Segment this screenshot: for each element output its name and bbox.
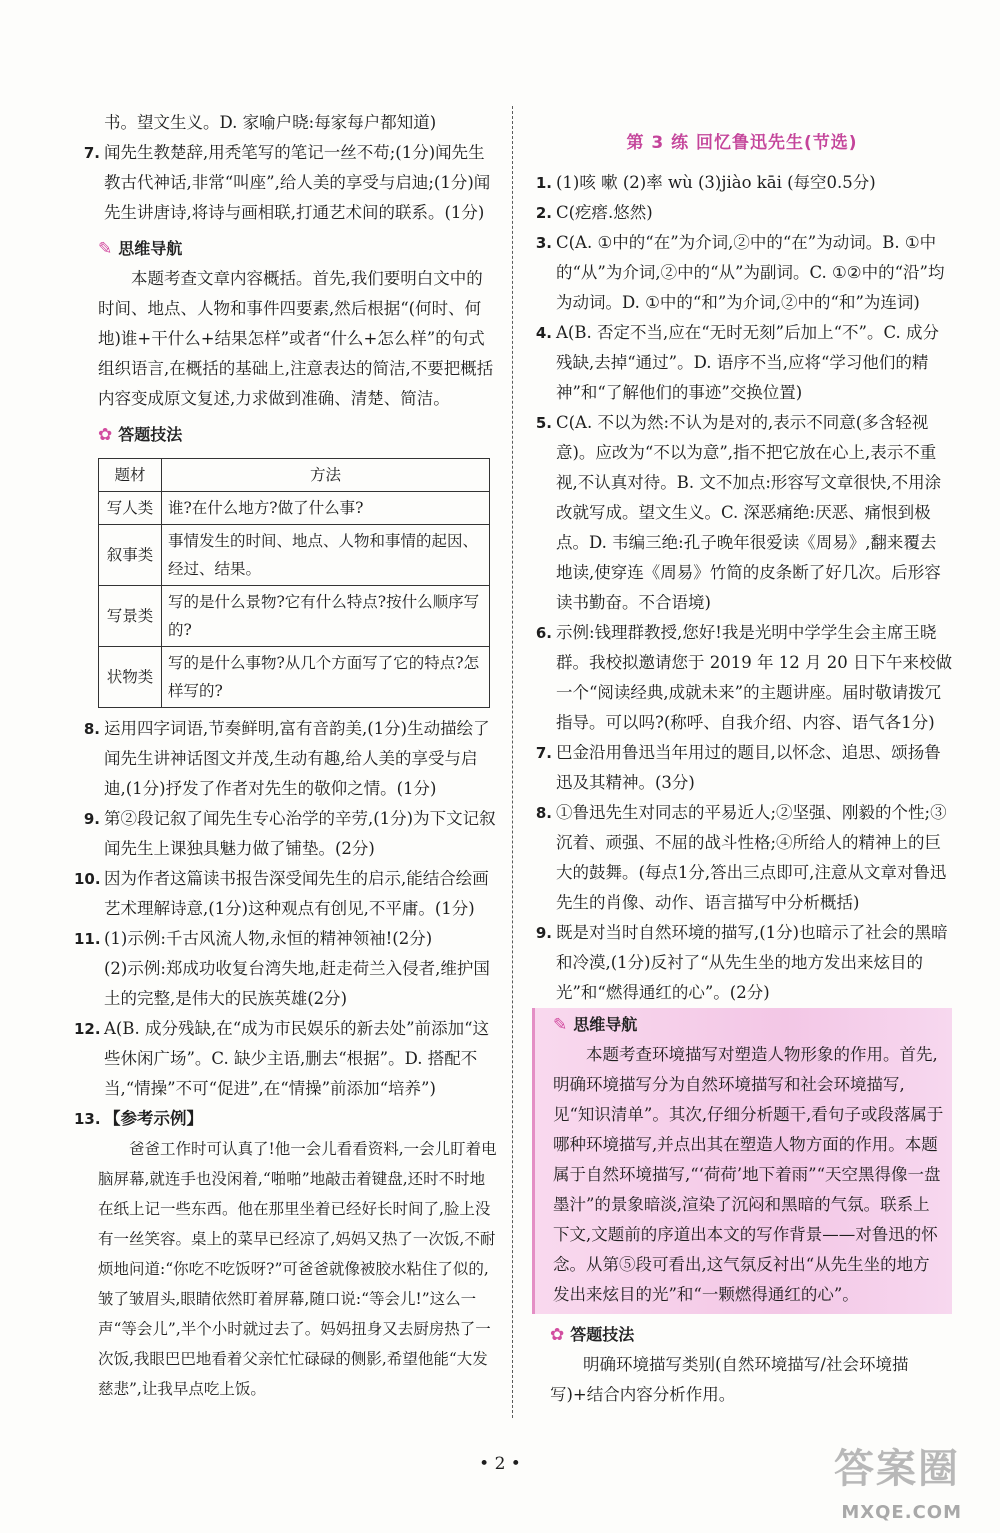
answer-text: A(B. 成分残缺,在“成为市民娱乐的新去处”前添加“这些休闲广场”。C. 缺少主语,删去“根据”。D. 搭配不当,“情操”不可“促进”,在“情操”前添加“培养”) <box>104 1019 490 1098</box>
answer-text: 因为作者这篇读书报告深受闻先生的启示,能结合绘画艺术理解诗意,(1分)这种观点有创见,不平庸。(1分) <box>104 869 489 918</box>
answer-11-part-2: (2)示例:郑成功收复台湾失地,赶走荷兰入侵者,维护国土的完整,是伟大的民族英雄(2分) <box>104 959 490 1008</box>
answer-skill-heading <box>80 420 498 450</box>
answer-8 <box>80 714 498 804</box>
section-title: 答题技法 <box>118 425 183 444</box>
answer-12 <box>74 1014 498 1104</box>
table-row <box>99 586 490 647</box>
answer-13-text: 爸爸工作时可认真了!他一会儿看看资料,一会儿盯着电脑屏幕,就连手也没闲着,“啪啪”地敲击着键盘,还时不时地在纸上记一些东西。他在那里坐着已经好长时间了,脸上没有一丝笑容。桌上的菜早已经凉了,妈妈又热了一次饭,不耐烦地问道:“你吃不吃饭呀?”可爸爸就像被胶水粘住了似的,皱了皱眉头,眼睛依然盯着屏幕,随口说:“等会儿!”这么一声“等会儿”,半个小时就过去了。妈妈扭身又去厨房热了一次饭,我眼巴巴地看着父亲忙忙碌碌的侧影,希望他能“大发慈悲”,让我早点吃上饭。 <box>98 1140 497 1398</box>
table-row <box>99 525 490 586</box>
section-title: 思维导航 <box>573 1015 638 1034</box>
answer-10 <box>74 864 498 924</box>
table-header: 方法 <box>162 459 490 492</box>
answer-number: 8. <box>535 804 552 822</box>
pencil-icon: ✎ <box>553 1015 568 1035</box>
exercise-title: 第 3 练 回忆鲁迅先生(节选) <box>626 133 858 153</box>
thinking-guide-text: 本题考查文章内容概括。首先,我们要明白文中的时间、地点、人物和事件四要素,然后根据“(何时、何地)谁+干什么+结果怎样”或者“什么+怎么样”的句式组织语言,在概括的基础上,注意表达的简洁,不要把概括内容变成原文复述,力求做到准确、清楚、简洁。 <box>98 269 494 408</box>
answer-number: 13. <box>74 1110 101 1128</box>
answer-number: 3. <box>535 234 552 252</box>
answer-number: 1. <box>535 174 552 192</box>
answer-5 <box>532 408 952 618</box>
column-divider <box>512 106 513 1418</box>
right-column <box>532 108 952 1410</box>
pencil-icon: ✎ <box>98 239 113 259</box>
table-header-row <box>99 459 490 492</box>
answer-text: 示例:钱理群教授,您好!我是光明中学学生会主席王晓群。我校拟邀请您于 2019 年 12 月 20 日下午来校做一个“阅读经典,成就未来”的主题讲座。届时敬请拨冗指导。可以吗?(称呼、自我介绍、内容、语气各1分) <box>556 623 952 732</box>
reference-example-label: 【参考示例】 <box>104 1109 203 1128</box>
answer-13 <box>74 1104 498 1134</box>
answer-7 <box>532 738 952 798</box>
answer-skill-heading <box>532 1320 952 1350</box>
table-cell-category: 写景类 <box>99 586 162 647</box>
page-number: • 2 • <box>479 1454 521 1474</box>
answer-number: 8. <box>83 720 100 738</box>
answer-number: 5. <box>535 414 552 432</box>
answer-9 <box>532 918 952 1008</box>
table-header: 题材 <box>99 459 162 492</box>
answer-number: 9. <box>83 810 100 828</box>
left-column <box>74 108 498 1404</box>
answer-number: 7. <box>83 144 100 162</box>
answer-4 <box>532 318 952 408</box>
table-row <box>99 647 490 708</box>
answer-2 <box>532 198 952 228</box>
site-watermark <box>818 1437 978 1525</box>
answer-text: (1)咳 嗽 (2)率 wù (3)jiào kāi (每空0.5分) <box>556 173 876 192</box>
table-cell-method: 事情发生的时间、地点、人物和事情的起因、经过、结果。 <box>162 525 490 586</box>
answer-7 <box>80 138 498 228</box>
answer-text: 巴金沿用鲁迅当年用过的题目,以怀念、追思、颂扬鲁迅及其精神。(3分) <box>556 743 941 792</box>
answer-9 <box>80 804 498 864</box>
continued-text: 书。望文生义。D. 家喻户晓:每家每户都知道) <box>104 113 437 132</box>
table-cell-method: 写的是什么事物?从几个方面写了它的特点?怎样写的? <box>162 647 490 708</box>
answer-skill-text: 明确环境描写类别(自然环境描写/社会环境描写)+结合内容分析作用。 <box>550 1355 909 1404</box>
answer-text: 既是对当时自然环境的描写,(1分)也暗示了社会的黑暗和冷漠,(1分)反衬了“从先生坐的地方发出来炫目的光”和“燃得通红的心”。(2分) <box>556 923 948 1002</box>
section-title: 思维导航 <box>118 239 183 258</box>
answer-text: 闻先生教楚辞,用秃笔写的笔记一丝不苟;(1分)闻先生教古代神话,非常“叫座”,给人美的享受与启迪;(1分)闻先生讲唐诗,将诗与画相联,打通艺术间的联系。(1分) <box>104 143 491 222</box>
answer-text: C(A. 不以为然:不认为是对的,表示不同意(多含轻视意)。应改为“不以为意”,指不把它放在心上,表示不重视,不认真对待。B. 文不加点:形容写文章很快,不用涂改就写成。望文生义。C. 深恶痛绝:厌恶、痛恨到极点。D. 韦编三绝:孔子晚年很爱读《周易》,翻来覆去地读,使穿连《周易》竹简的皮条断了好几次。后形容读书勤奋。不合语境) <box>556 413 942 612</box>
table-cell-category: 叙事类 <box>99 525 162 586</box>
flower-icon: ✿ <box>98 425 113 445</box>
watermark-url: MXQE.COM <box>841 1502 962 1523</box>
answer-text: C(A. ①中的“在”为介词,②中的“在”为动词。B. ①中的“从”为介词,②中的“从”为副词。C. ①②中的“沿”均为动词。D. ①中的“和”为介词,②中的“和”为连词) <box>556 233 945 312</box>
table-cell-method: 写的是什么景物?它有什么特点?按什么顺序写的? <box>162 586 490 647</box>
answer-8 <box>532 798 952 918</box>
answer-number: 10. <box>74 870 101 888</box>
section-title: 答题技法 <box>570 1325 635 1344</box>
answer-number: 7. <box>535 744 552 762</box>
table-cell-category: 写人类 <box>99 492 162 525</box>
method-table <box>98 458 490 708</box>
answer-number: 11. <box>74 930 101 948</box>
answer-text: 运用四字词语,节奏鲜明,富有音韵美,(1分)生动描绘了闻先生讲神话图文并茂,生动有趣,给人美的享受与启迪,(1分)抒发了作者对先生的敬仰之情。(1分) <box>104 719 490 798</box>
answer-number: 12. <box>74 1020 101 1038</box>
watermark-logo-text: 答案圈 <box>834 1446 960 1492</box>
table-cell-category: 状物类 <box>99 647 162 708</box>
answer-1 <box>532 168 952 198</box>
answer-number: 6. <box>535 624 552 642</box>
flower-icon: ✿ <box>550 1325 565 1345</box>
thinking-guide-heading <box>80 234 498 264</box>
answer-text: (1)示例:千古风流人物,永恒的精神领袖!(2分) <box>104 929 433 948</box>
answer-11 <box>74 924 498 954</box>
thinking-guide-heading <box>535 1010 946 1040</box>
answer-number: 2. <box>535 204 552 222</box>
thinking-guide-box <box>532 1008 952 1314</box>
answer-text: 第②段记叙了闻先生专心治学的辛劳,(1分)为下文记叙闻先生上课独具魅力做了铺垫。(2分) <box>104 809 496 858</box>
answer-number: 4. <box>535 324 552 342</box>
answer-number: 9. <box>535 924 552 942</box>
table-row <box>99 492 490 525</box>
thinking-guide-text: 本题考查环境描写对塑造人物形象的作用。首先,明确环境描写分为自然环境描写和社会环境描写,见“知识清单”。其次,仔细分析题干,看句子或段落属于哪种环境描写,并点出其在塑造人物方面的作用。本题属于自然环境描写,“‘荷荷’地下着雨”“天空黑得像一盘墨汁”的景象暗淡,渲染了沉闷和黑暗的气氛。联系上下文,文题前的序道出本文的写作背景——对鲁迅的怀念。从第⑤段可看出,这气氛反衬出“从先生坐的地方发出来炫目的光”和“一颗燃得通红的心”。 <box>553 1045 944 1304</box>
answer-text: A(B. 否定不当,应在“无时无刻”后加上“不”。C. 成分残缺,去掉“通过”。D. 语序不当,应将“学习他们的精神”和“了解他们的事迹”交换位置) <box>556 323 939 402</box>
answer-text: ①鲁迅先生对同志的平易近人;②坚强、刚毅的个性;③沉着、顽强、不屈的战斗性格;④所给人的精神上的巨大的鼓舞。(每点1分,答出三点即可,注意从文章对鲁迅先生的肖像、动作、语言描写中分析概括) <box>556 803 947 912</box>
answer-6 <box>532 618 952 738</box>
table-cell-method: 谁?在什么地方?做了什么事? <box>162 492 490 525</box>
answer-3 <box>532 228 952 318</box>
answer-text: C(疙瘩.悠然) <box>556 203 653 222</box>
